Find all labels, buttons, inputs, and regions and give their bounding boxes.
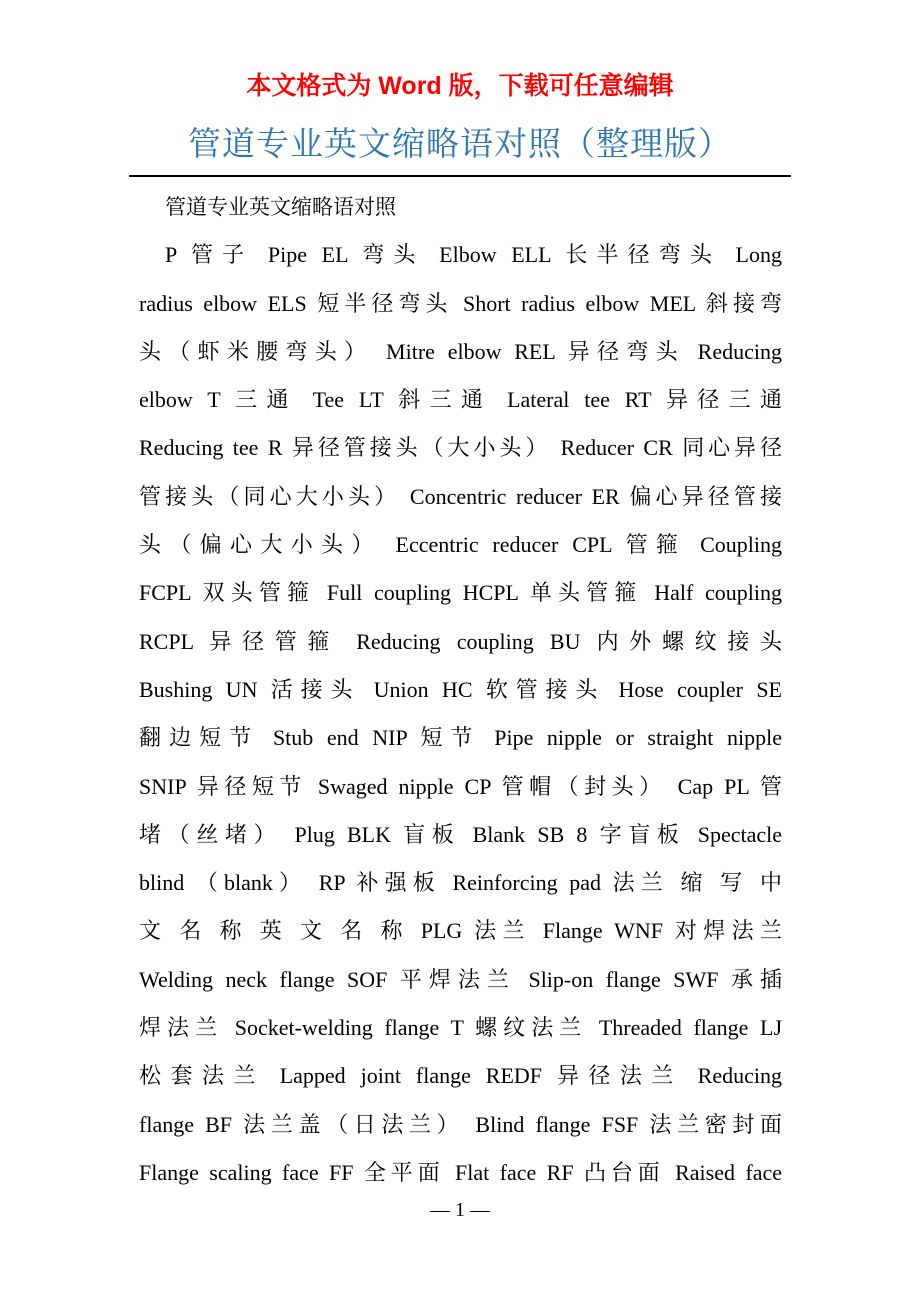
body-line: flange BF 法兰盖（日法兰） Blind flange FSF 法兰密封面 (139, 1111, 782, 1137)
body-line: 管接头（同心大小头） Concentric reducer ER 偏心异径管接 (139, 483, 782, 509)
body-line: 松套法兰 Lapped joint flange REDF 异径法兰 Reducing (139, 1063, 782, 1089)
body-line: 堵（丝堵） Plug BLK 盲板 Blank SB 8 字盲板 Spectacle (139, 821, 782, 847)
body-line: FCPL 双头管箍 Full coupling HCPL 单头管箍 Half coupling (139, 580, 782, 606)
body-line: SNIP 异径短节 Swaged nipple CP 管帽（封头） Cap PL 管 (139, 773, 782, 799)
body-line: RCPL 异径管箍 Reducing coupling BU 内外螺纹接头 (139, 628, 782, 654)
body-line: Welding neck flange SOF 平焊法兰 Slip-on flange SWF 承插 (139, 966, 782, 992)
body-line: P 管子 Pipe EL 弯头 Elbow ELL 长半径弯头 Long (165, 242, 782, 268)
section-heading: 管道专业英文缩略语对照 (165, 195, 396, 219)
body-line: blind （blank） RP 补强板 Reinforcing pad 法兰 缩 写 中 (139, 870, 782, 896)
format-banner: 本文格式为 Word 版，下载可任意编辑 (246, 72, 674, 100)
body-line: elbow T 三通 Tee LT 斜三通 Lateral tee RT 异径三通 (139, 387, 782, 413)
title-divider (129, 175, 791, 177)
body-line: radius elbow ELS 短半径弯头 Short radius elbow MEL 斜接弯 (139, 290, 782, 316)
body-line: Reducing tee R 异径管接头（大小头） Reducer CR 同心异径 (139, 435, 782, 461)
body-line: 头（偏心大小头） Eccentric reducer CPL 管箍 Coupling (139, 532, 782, 558)
body-line: Flange scaling face FF 全平面 Flat face RF 凸台面 Raised face (139, 1159, 782, 1185)
body-line: 头（虾米腰弯头） Mitre elbow REL 异径弯头 Reducing (139, 338, 782, 364)
page-number: — 1 — (430, 1199, 490, 1221)
body-line: 文 名 称 英 文 名 称 PLG 法兰 Flange WNF 对焊法兰 (139, 918, 782, 944)
body-line: 翻边短节 Stub end NIP 短节 Pipe nipple or straight nipple (139, 725, 782, 751)
body-line: 焊法兰 Socket-welding flange T 螺纹法兰 Threaded flange LJ (139, 1015, 782, 1041)
document-title: 管道专业英文缩略语对照（整理版） (188, 125, 732, 162)
document-body (139, 183, 782, 1197)
body-line: Bushing UN 活接头 Union HC 软管接头 Hose coupler SE (139, 676, 782, 702)
